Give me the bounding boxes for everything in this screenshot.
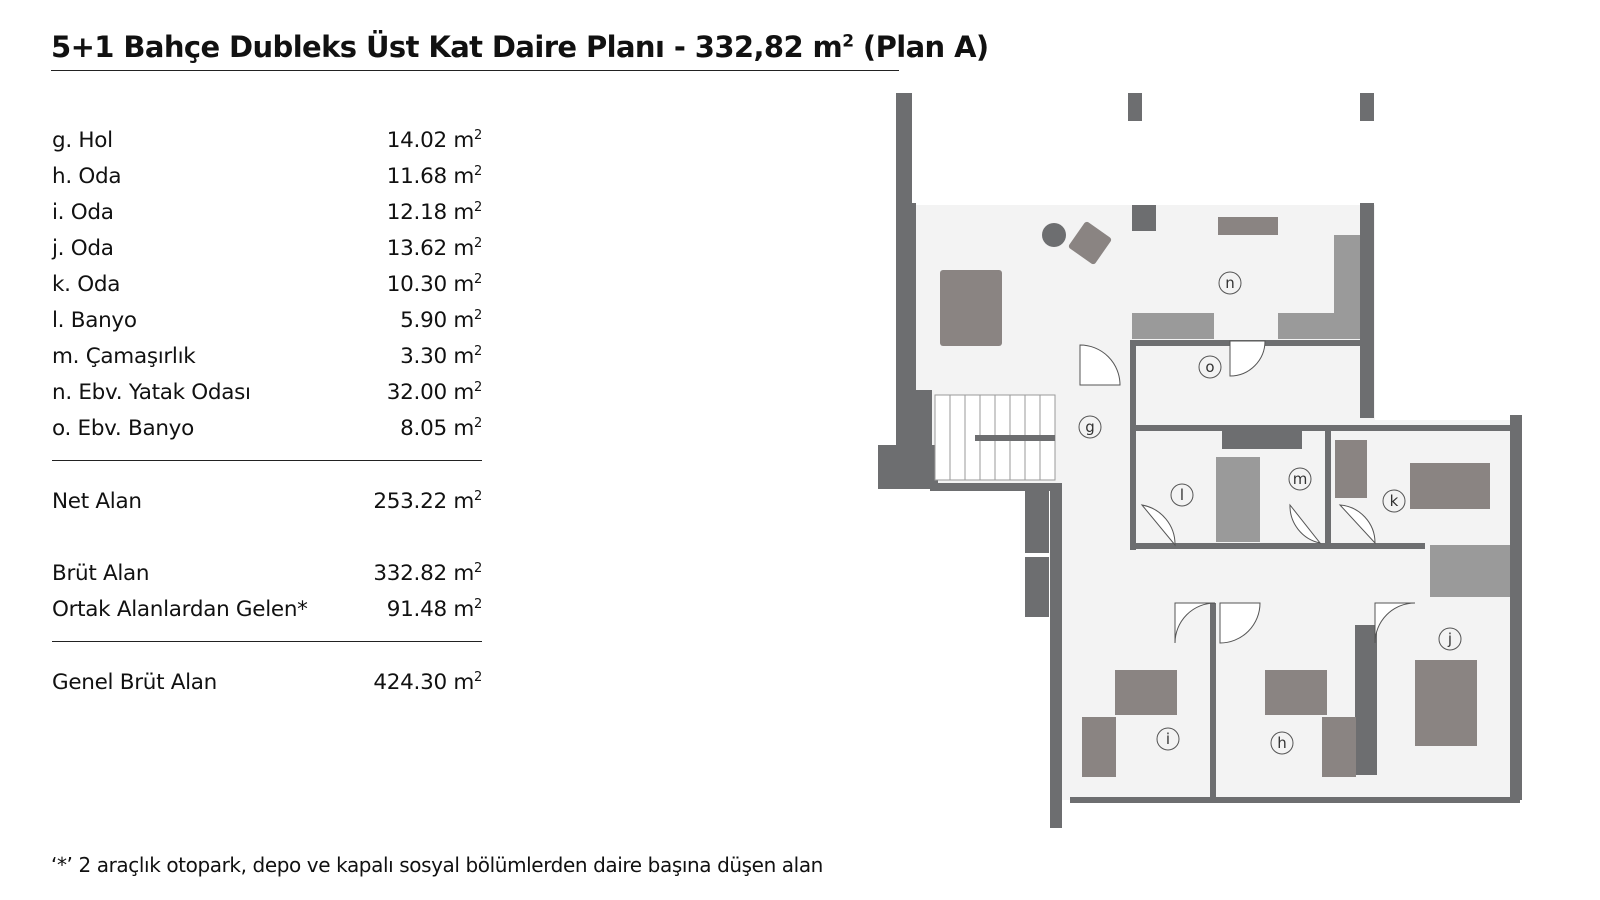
- net-area-row: [52, 479, 482, 515]
- total-gross-area-row: [52, 660, 482, 696]
- room-area: 5.90 $m^2$: [400, 308, 482, 334]
- title-sup: 2: [842, 31, 854, 52]
- stair-rail: [975, 435, 1055, 441]
- room-row-i: [52, 190, 482, 226]
- common-area-value: 91.48 $m^2$: [386, 597, 482, 623]
- gross-area-label: Brüt Alan: [52, 561, 150, 587]
- room-label: o. Ebv. Banyo: [52, 416, 194, 442]
- room-label: j. Oda: [52, 236, 114, 262]
- total-gross-area-label: Genel Brüt Alan: [52, 670, 218, 696]
- divider: [52, 641, 482, 642]
- footnote: ‘*’ 2 araçlık otopark, depo ve kapalı sosyal bölümlerden daire başına düşen alan: [51, 853, 823, 877]
- room-label: i. Oda: [52, 200, 114, 226]
- svg-text:n: n: [1225, 274, 1235, 292]
- svg-text:o: o: [1205, 358, 1215, 376]
- room-row-h: [52, 154, 482, 190]
- room-label: k. Oda: [52, 272, 121, 298]
- room-area: 11.68 $m^2$: [386, 164, 482, 190]
- room-area: 8.05 $m^2$: [400, 416, 482, 442]
- room-label: n. Ebv. Yatak Odası: [52, 380, 251, 406]
- common-area-row: [52, 587, 482, 623]
- room-area: 10.30 $m^2$: [386, 272, 482, 298]
- net-area-label: Net Alan: [52, 489, 142, 515]
- area-table: [52, 118, 482, 696]
- divider: [52, 460, 482, 461]
- room-label: h. Oda: [52, 164, 122, 190]
- room-area: 32.00 $m^2$: [386, 380, 482, 406]
- room-label: m. Çamaşırlık: [52, 344, 196, 370]
- title-suffix: (Plan A): [853, 30, 989, 64]
- room-row-g: [52, 118, 482, 154]
- room-row-o: [52, 406, 482, 442]
- svg-text:m: m: [1292, 470, 1308, 488]
- floor-plan: [870, 85, 1570, 860]
- room-area: 13.62 $m^2$: [386, 236, 482, 262]
- gross-area-row: [52, 551, 482, 587]
- svg-text:g: g: [1085, 418, 1095, 436]
- svg-text:h: h: [1277, 734, 1287, 752]
- svg-text:i: i: [1165, 730, 1171, 748]
- room-label: g. Hol: [52, 128, 113, 154]
- room-area: 12.18 $m^2$: [386, 200, 482, 226]
- svg-text:k: k: [1389, 492, 1399, 510]
- total-gross-area-value: 424.30 $m^2$: [373, 670, 482, 696]
- room-label: l. Banyo: [52, 308, 137, 334]
- title-text: 5+1 Bahçe Dubleks Üst Kat Daire Planı - 332,82 m: [51, 30, 843, 64]
- room-row-j: [52, 226, 482, 262]
- room-area: 3.30 $m^2$: [400, 344, 482, 370]
- gross-area-value: 332.82 $m^2$: [373, 561, 482, 587]
- room-row-k: [52, 262, 482, 298]
- common-area-label: Ortak Alanlardan Gelen*: [52, 597, 308, 623]
- room-area: 14.02 $m^2$: [386, 128, 482, 154]
- svg-text:j: j: [1447, 630, 1453, 648]
- page-title: [51, 30, 989, 71]
- room-row-n: [52, 370, 482, 406]
- floor-plan-drawing: [870, 85, 1570, 860]
- room-row-m: [52, 334, 482, 370]
- net-area-value: 253.22 $m^2$: [373, 489, 482, 515]
- room-row-l: [52, 298, 482, 334]
- svg-text:l: l: [1179, 486, 1185, 504]
